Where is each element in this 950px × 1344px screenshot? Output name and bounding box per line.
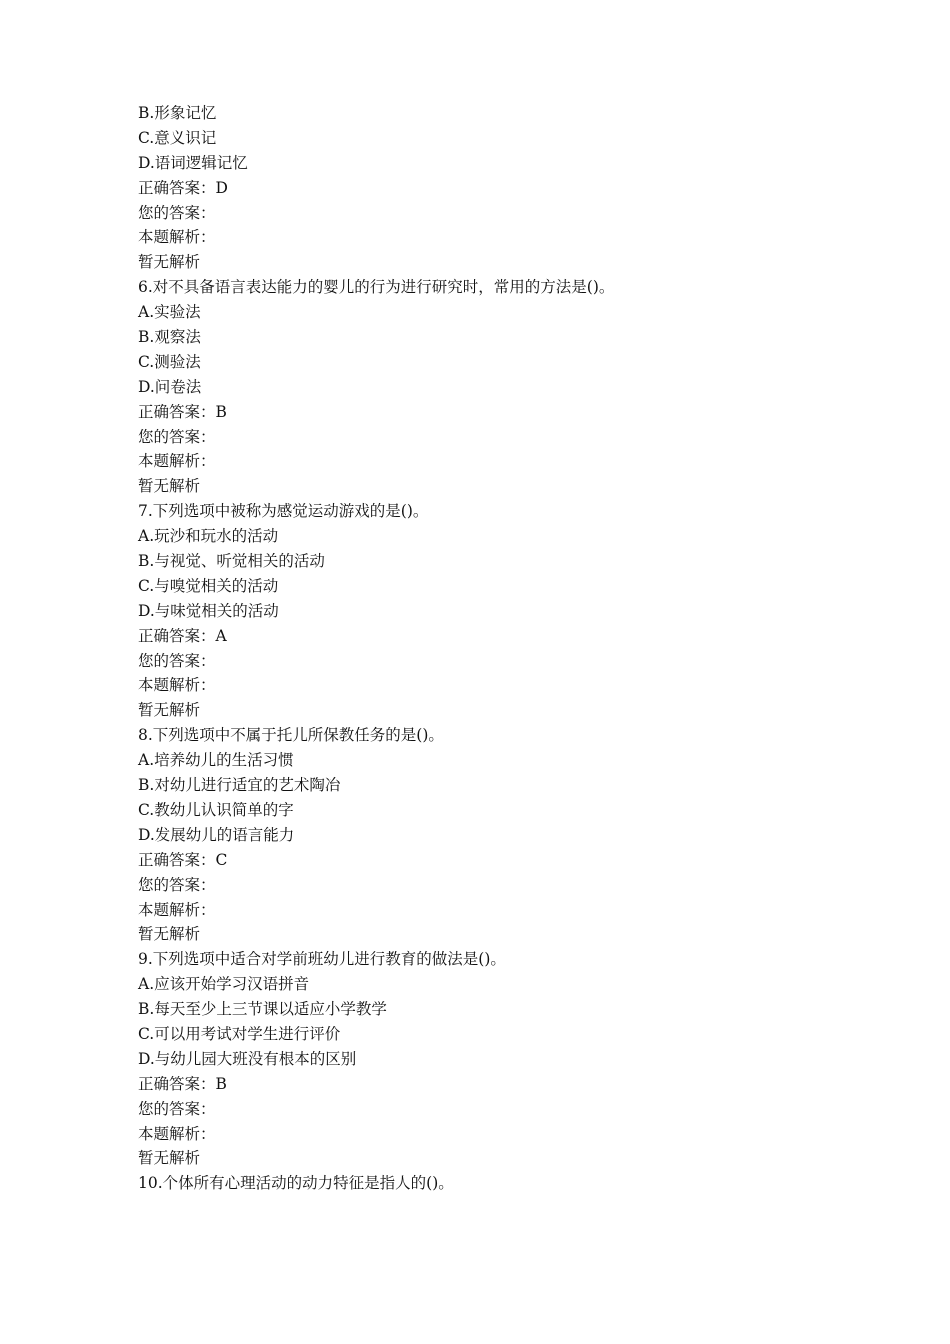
analysis-text: 暂无解析 — [138, 477, 201, 496]
question-7: 7.下列选项中被称为感觉运动游戏的是()。 — [138, 502, 429, 521]
your-answer: 您的答案： — [138, 875, 216, 894]
question-9: 9.下列选项中适合对学前班幼儿进行教育的做法是()。 — [138, 950, 506, 969]
option-c: C.教幼儿认识简单的字 — [138, 800, 294, 819]
option-b: B.每天至少上三节课以适应小学教学 — [138, 1000, 387, 1019]
analysis-label: 本题解析： — [138, 228, 216, 247]
question-10: 10.个体所有心理活动的动力特征是指人的()。 — [138, 1174, 454, 1193]
your-answer: 您的答案： — [138, 427, 216, 446]
option-c: C.意义识记 — [138, 128, 217, 147]
correct-answer: 正确答案：B — [138, 402, 227, 421]
correct-answer: 正确答案：B — [138, 1074, 227, 1093]
correct-answer: 正确答案：A — [138, 626, 227, 645]
option-d: D.发展幼儿的语言能力 — [138, 825, 295, 844]
analysis-text: 暂无解析 — [138, 1149, 201, 1168]
correct-answer: 正确答案：C — [138, 850, 228, 869]
option-b: B.对幼儿进行适宜的艺术陶冶 — [138, 776, 341, 795]
question-6: 6.对不具备语言表达能力的婴儿的行为进行研究时，常用的方法是()。 — [138, 278, 615, 297]
option-c: C.测验法 — [138, 352, 201, 371]
option-d: D.语词逻辑记忆 — [138, 153, 248, 172]
option-b: B.观察法 — [138, 328, 201, 347]
correct-answer: 正确答案：D — [138, 178, 228, 197]
your-answer: 您的答案： — [138, 1099, 216, 1118]
your-answer: 您的答案： — [138, 203, 216, 222]
analysis-label: 本题解析： — [138, 676, 216, 695]
analysis-text: 暂无解析 — [138, 925, 201, 944]
analysis-label: 本题解析： — [138, 452, 216, 471]
analysis-text: 暂无解析 — [138, 701, 201, 720]
option-b: B.与视觉、听觉相关的活动 — [138, 552, 325, 571]
document-page — [138, 101, 898, 1196]
question-8: 8.下列选项中不属于托儿所保教任务的是()。 — [138, 726, 444, 745]
option-a: A.玩沙和玩水的活动 — [138, 527, 279, 546]
option-d: D.与幼儿园大班没有根本的区别 — [138, 1049, 357, 1068]
analysis-label: 本题解析： — [138, 900, 216, 919]
option-d: D.与味觉相关的活动 — [138, 601, 279, 620]
option-a: A.培养幼儿的生活习惯 — [138, 751, 294, 770]
analysis-label: 本题解析： — [138, 1124, 216, 1143]
option-a: A.应该开始学习汉语拼音 — [138, 975, 310, 994]
option-a: A.实验法 — [138, 303, 201, 322]
option-c: C.可以用考试对学生进行评价 — [138, 1024, 341, 1043]
option-b: B.形象记忆 — [138, 104, 217, 122]
your-answer: 您的答案： — [138, 651, 216, 670]
analysis-text: 暂无解析 — [138, 253, 201, 272]
option-d: D.问卷法 — [138, 377, 202, 396]
option-c: C.与嗅觉相关的活动 — [138, 576, 279, 595]
